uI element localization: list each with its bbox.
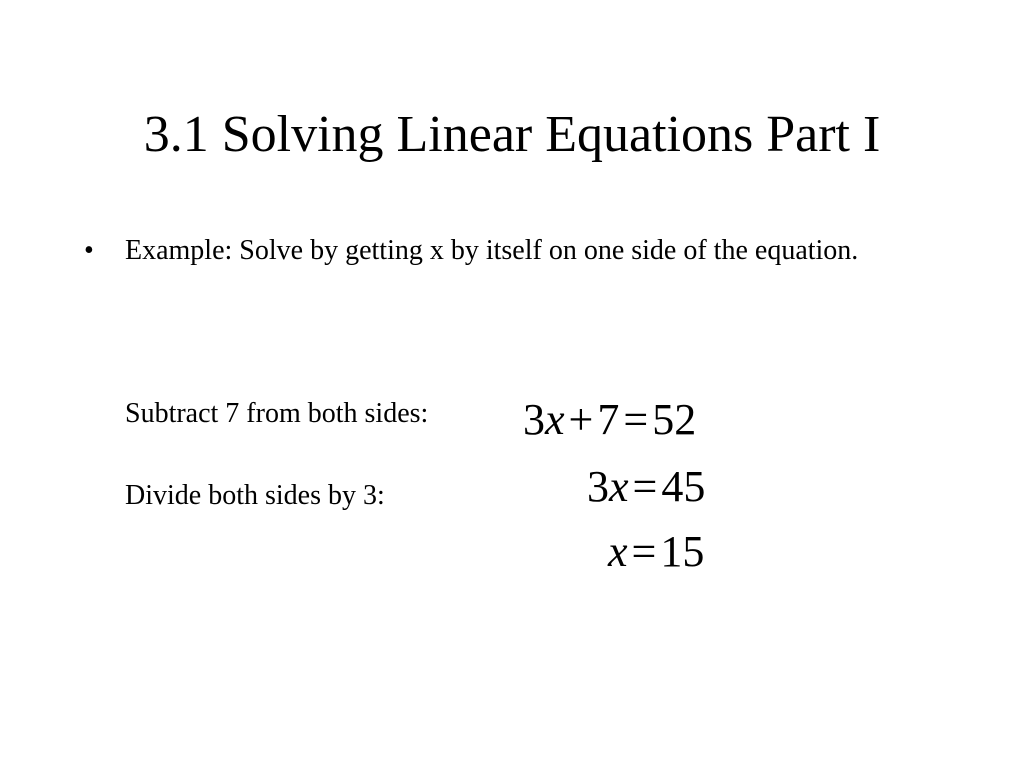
equation-1-equals: =: [623, 395, 649, 444]
equation-2: [587, 461, 705, 513]
equation-3-rhs: 15: [660, 527, 705, 576]
bullet-text: Example: Solve by getting x by itself on one side of the equation.: [125, 235, 859, 266]
equation-1-variable: x: [545, 395, 565, 444]
equation-2-variable: x: [609, 462, 629, 511]
equation-2-rhs: 45: [661, 462, 706, 511]
slide-title: 3.1 Solving Linear Equations Part I: [143, 106, 881, 163]
bullet-marker: •: [84, 235, 94, 266]
equation-2-equals: =: [632, 462, 658, 511]
equation-3-equals: =: [631, 527, 657, 576]
equation-1-addend: 7: [597, 395, 620, 444]
equation-1: [523, 394, 696, 446]
equation-1-coefficient: 3: [523, 395, 545, 444]
equation-2-coefficient: 3: [587, 462, 609, 511]
step-label-divide: Divide both sides by 3:: [125, 480, 385, 511]
equation-1-rhs: 52: [652, 395, 697, 444]
equation-3: [608, 526, 704, 578]
equation-1-plus: +: [568, 395, 594, 444]
step-label-subtract: Subtract 7 from both sides:: [125, 398, 429, 429]
equation-3-variable: x: [608, 527, 628, 576]
